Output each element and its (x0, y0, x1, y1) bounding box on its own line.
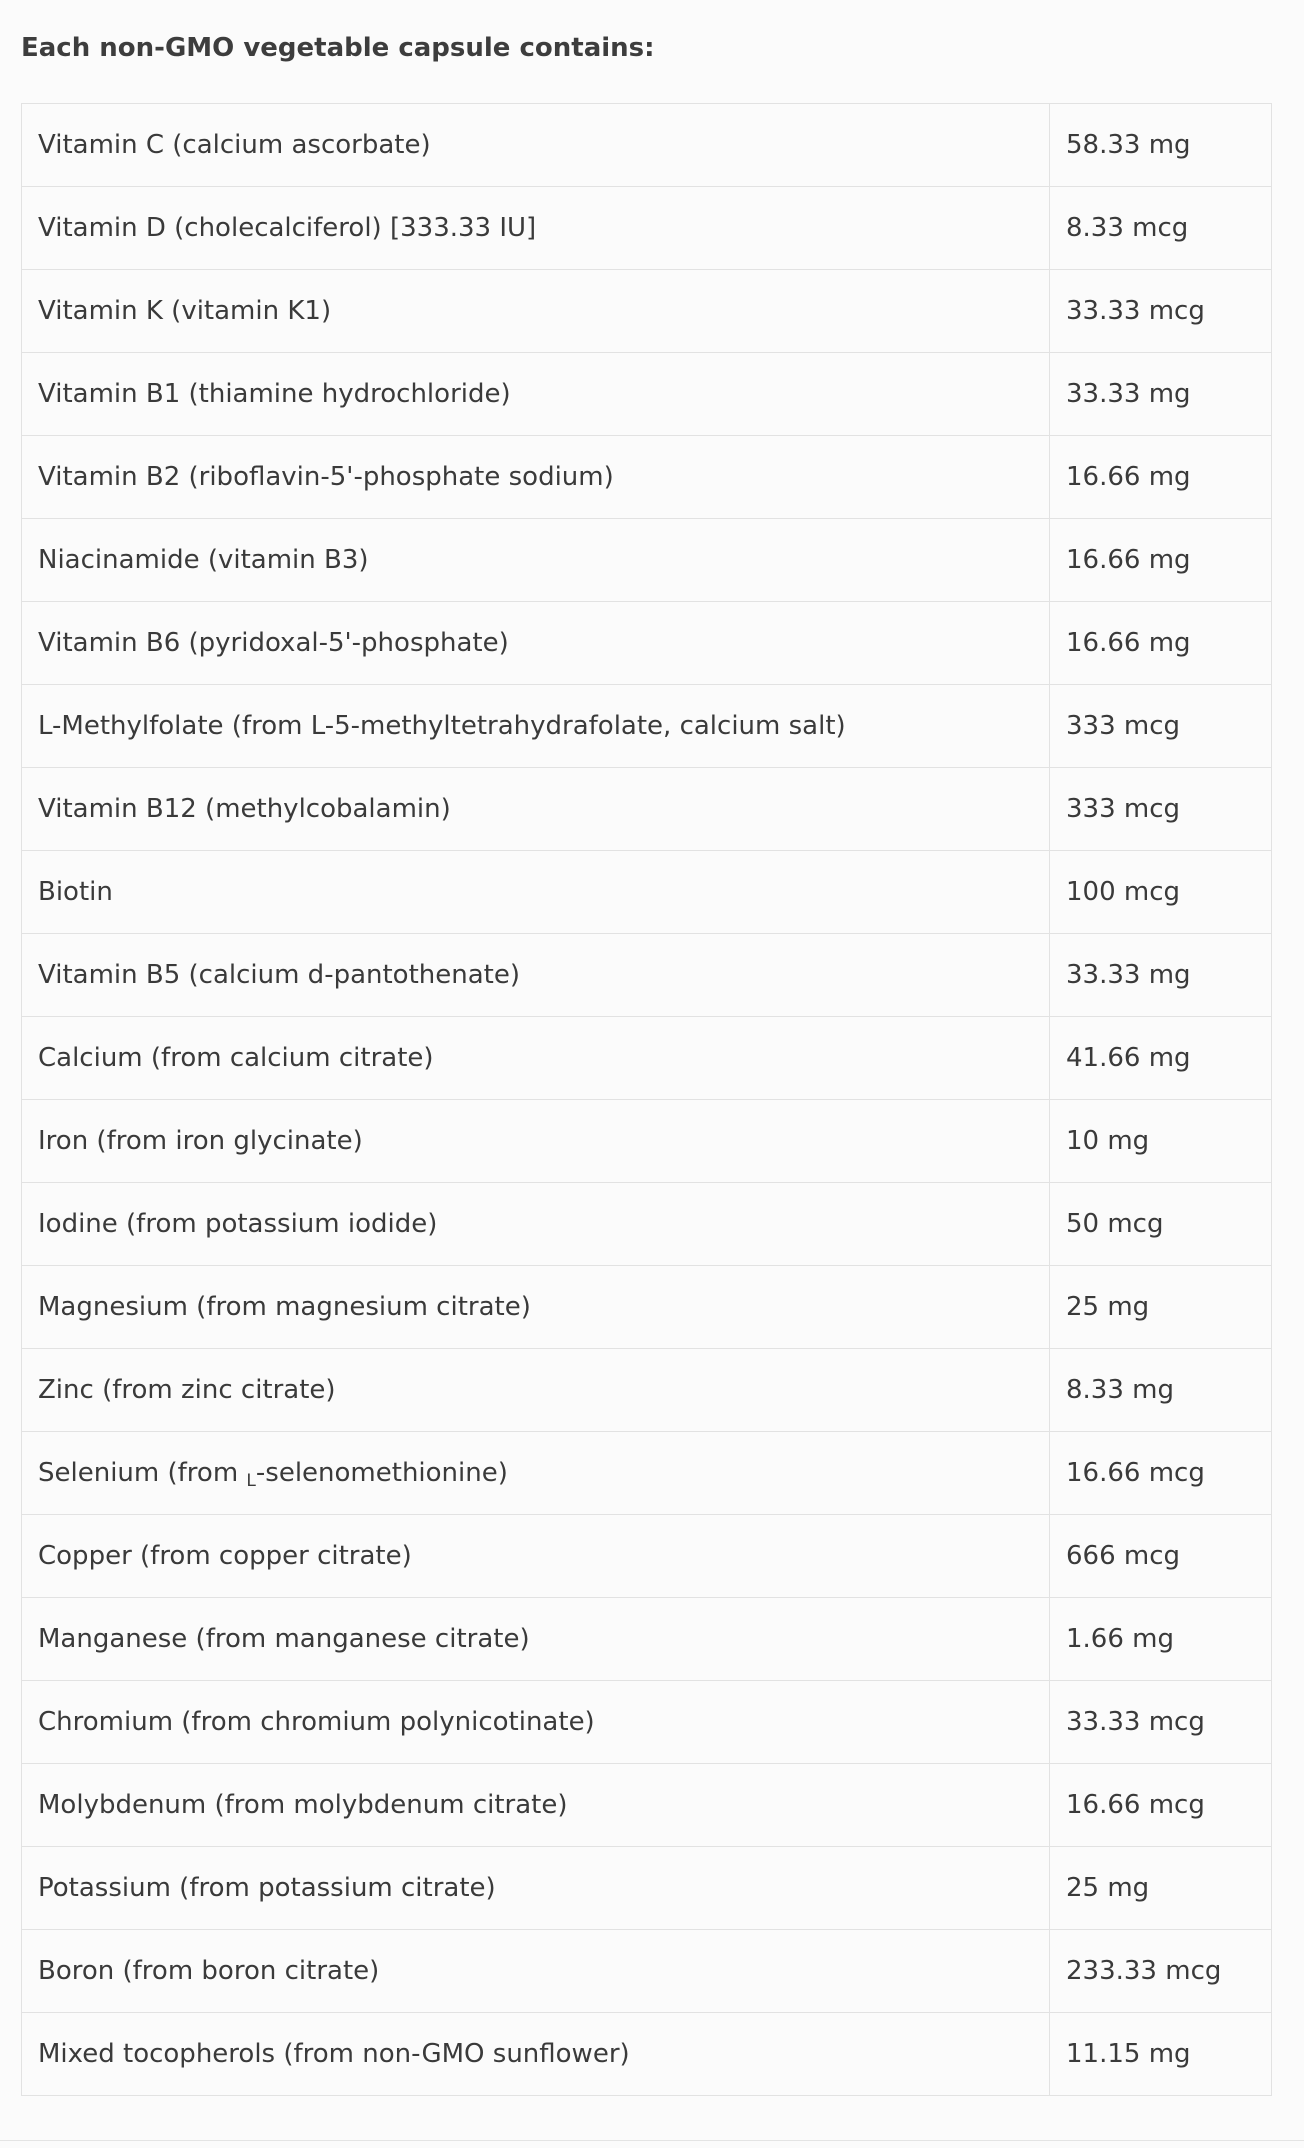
amount-cell: 33.33 mg (1050, 353, 1272, 436)
table-row (22, 1515, 1272, 1598)
amount-cell: 33.33 mcg (1050, 1681, 1272, 1764)
ingredients-table (21, 103, 1272, 2096)
ingredient-cell: Zinc (from zinc citrate) (22, 1349, 1050, 1432)
ingredient-cell: Vitamin D (cholecalciferol) [333.33 IU] (22, 187, 1050, 270)
ingredient-cell: Copper (from copper citrate) (22, 1515, 1050, 1598)
table-row (22, 1266, 1272, 1349)
amount-cell: 16.66 mg (1050, 519, 1272, 602)
ingredient-cell: Vitamin B1 (thiamine hydrochloride) (22, 353, 1050, 436)
ingredient-cell: Vitamin C (calcium ascorbate) (22, 104, 1050, 187)
table-row (22, 934, 1272, 1017)
amount-cell: 666 mcg (1050, 1515, 1272, 1598)
amount-cell: 8.33 mcg (1050, 187, 1272, 270)
amount-cell: 25 mg (1050, 1847, 1272, 1930)
ingredient-cell (22, 1432, 1050, 1515)
table-row (22, 1100, 1272, 1183)
table-row (22, 1349, 1272, 1432)
amount-cell: 25 mg (1050, 1266, 1272, 1349)
amount-cell: 8.33 mg (1050, 1349, 1272, 1432)
table-row (22, 1017, 1272, 1100)
small-cap-l: L (246, 1471, 256, 1491)
amount-cell: 50 mcg (1050, 1183, 1272, 1266)
ingredient-cell: Biotin (22, 851, 1050, 934)
table-row (22, 104, 1272, 187)
table-row (22, 519, 1272, 602)
table-row (22, 270, 1272, 353)
table-row (22, 187, 1272, 270)
table-row (22, 768, 1272, 851)
table-row (22, 1598, 1272, 1681)
ingredient-text-part: Selenium (from (38, 1458, 247, 1488)
amount-cell: 41.66 mg (1050, 1017, 1272, 1100)
amount-cell: 333 mcg (1050, 768, 1272, 851)
divider (0, 2140, 1304, 2141)
amount-cell: 1.66 mg (1050, 1598, 1272, 1681)
ingredient-cell: Chromium (from chromium polynicotinate) (22, 1681, 1050, 1764)
amount-cell: 100 mcg (1050, 851, 1272, 934)
table-row (22, 602, 1272, 685)
table-row (22, 2013, 1272, 2096)
table-row (22, 1432, 1272, 1515)
table-row (22, 1764, 1272, 1847)
ingredient-cell: Magnesium (from magnesium citrate) (22, 1266, 1050, 1349)
ingredient-cell: Iron (from iron glycinate) (22, 1100, 1050, 1183)
amount-cell: 16.66 mg (1050, 436, 1272, 519)
amount-cell: 33.33 mg (1050, 934, 1272, 1017)
ingredient-cell: Calcium (from calcium citrate) (22, 1017, 1050, 1100)
amount-cell: 16.66 mg (1050, 602, 1272, 685)
ingredient-cell: Iodine (from potassium iodide) (22, 1183, 1050, 1266)
amount-cell: 11.15 mg (1050, 2013, 1272, 2096)
table-row (22, 1681, 1272, 1764)
table-row (22, 353, 1272, 436)
ingredient-text-part: -selenomethionine) (255, 1458, 508, 1488)
ingredient-cell: Vitamin B5 (calcium d-pantothenate) (22, 934, 1050, 1017)
page-heading: Each non-GMO vegetable capsule contains: (21, 33, 655, 63)
amount-cell: 33.33 mcg (1050, 270, 1272, 353)
table-row (22, 1183, 1272, 1266)
table-row (22, 1930, 1272, 2013)
amount-cell: 16.66 mcg (1050, 1432, 1272, 1515)
table-row (22, 1847, 1272, 1930)
table-row (22, 436, 1272, 519)
ingredient-cell: Vitamin K (vitamin K1) (22, 270, 1050, 353)
ingredient-cell: Potassium (from potassium citrate) (22, 1847, 1050, 1930)
ingredient-cell: L-Methylfolate (from L-5-methyltetrahydrafolate, calcium salt) (22, 685, 1050, 768)
ingredients-table-container (21, 103, 1271, 2096)
ingredient-cell: Mixed tocopherols (from non-GMO sunflower) (22, 2013, 1050, 2096)
ingredient-cell: Vitamin B2 (riboflavin-5'-phosphate sodium) (22, 436, 1050, 519)
ingredient-cell: Vitamin B6 (pyridoxal-5'-phosphate) (22, 602, 1050, 685)
amount-cell: 58.33 mg (1050, 104, 1272, 187)
ingredient-cell: Niacinamide (vitamin B3) (22, 519, 1050, 602)
amount-cell: 233.33 mcg (1050, 1930, 1272, 2013)
ingredient-cell: Boron (from boron citrate) (22, 1930, 1050, 2013)
ingredient-cell: Molybdenum (from molybdenum citrate) (22, 1764, 1050, 1847)
ingredient-cell: Manganese (from manganese citrate) (22, 1598, 1050, 1681)
ingredient-cell: Vitamin B12 (methylcobalamin) (22, 768, 1050, 851)
amount-cell: 10 mg (1050, 1100, 1272, 1183)
amount-cell: 16.66 mcg (1050, 1764, 1272, 1847)
table-row (22, 851, 1272, 934)
table-row (22, 685, 1272, 768)
amount-cell: 333 mcg (1050, 685, 1272, 768)
